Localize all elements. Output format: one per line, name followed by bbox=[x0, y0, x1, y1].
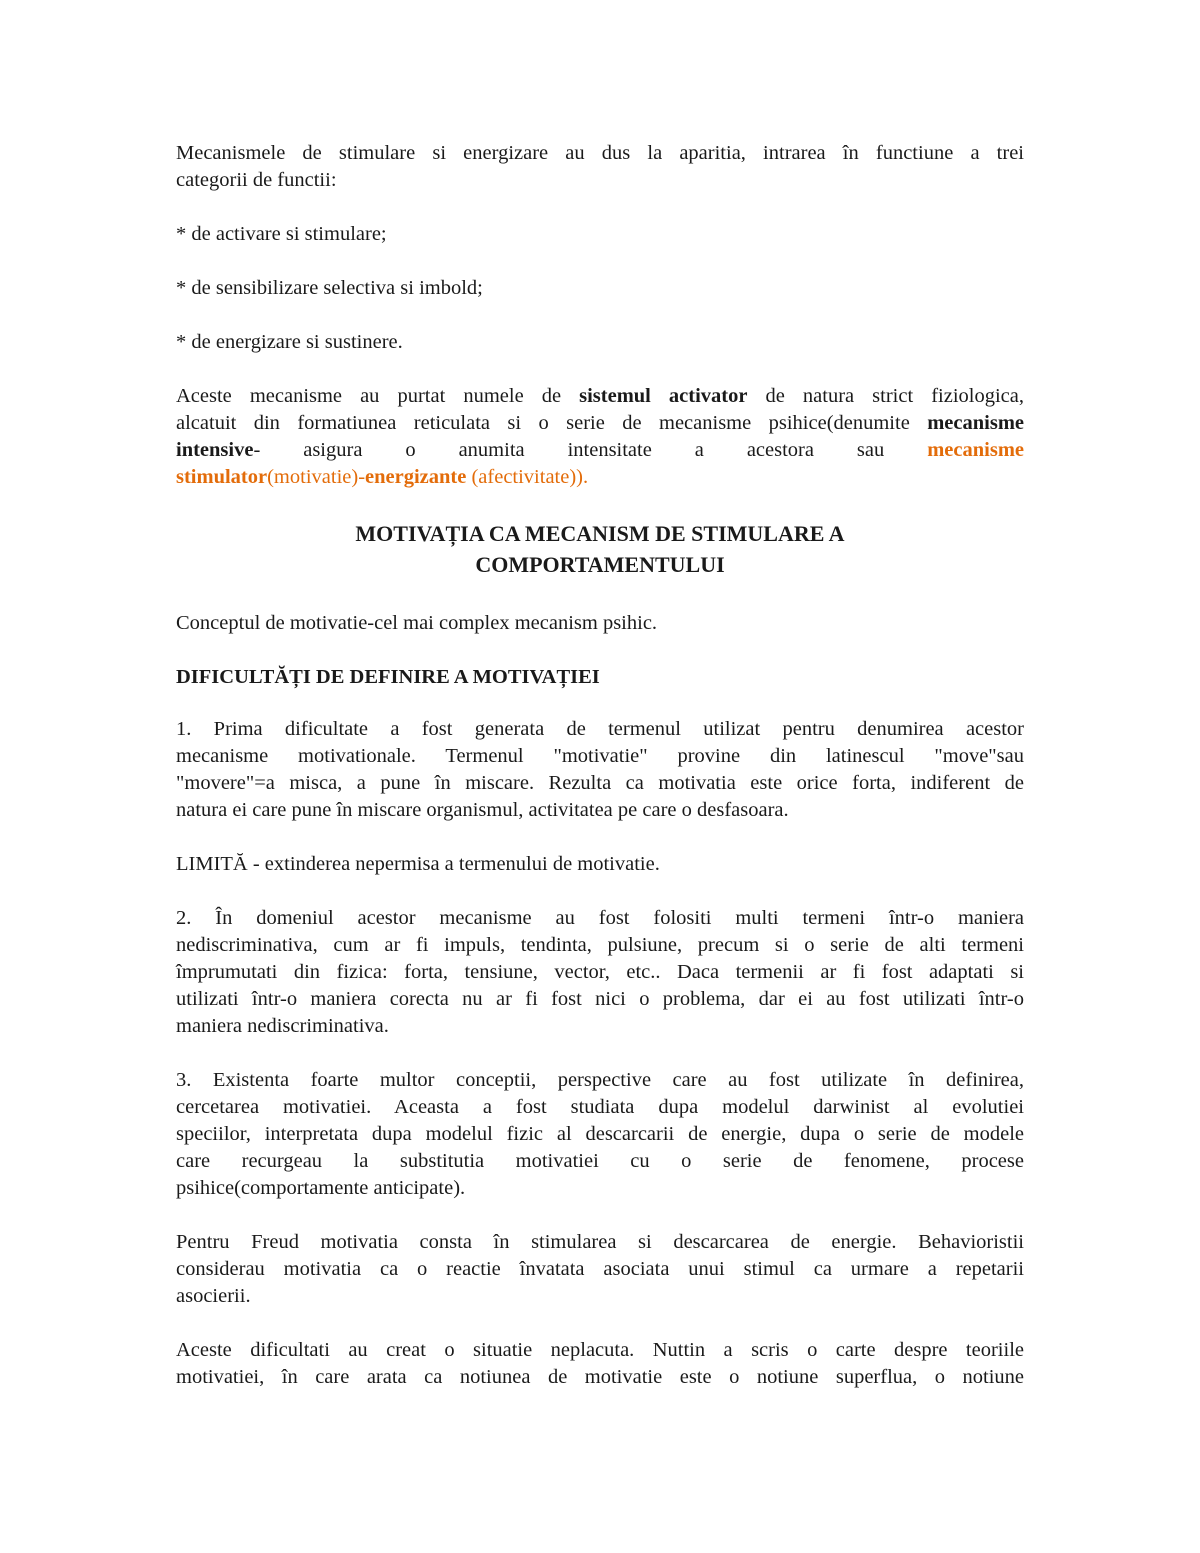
bullet-item: * de sensibilizare selectiva si imbold; bbox=[176, 277, 483, 299]
document-page bbox=[176, 140, 1024, 1418]
term-mecanisme-orange: mecanisme bbox=[927, 439, 1024, 461]
limit-paragraph: LIMITĂ - extinderea nepermisa a termenului de motivatie. bbox=[176, 853, 660, 875]
paragraph-3: 3. Existenta foarte multor conceptii, perspective care au fost utilizate în definirea, cercetarea motivatiei. Aceasta a fost studiata dupa modelul darwinist al evolutiei speciilor, interpretata dupa modelul fizic al descarcarii de energie, dupa o serie de modele care recurgeau la substitutia motivatiei cu o serie de fenomene, procese psihice(comportamente anticipate). bbox=[176, 1069, 1024, 1199]
section-title bbox=[176, 518, 1024, 580]
subheading: DIFICULTĂȚI DE DEFINIRE A MOTIVAȚIEI bbox=[176, 666, 600, 688]
term-sistemul-activator: sistemul activator bbox=[579, 385, 748, 407]
term-intensive: intensive bbox=[176, 439, 254, 461]
activator-line-2: alcatuit din formatiunea reticulata si o serie de mecanisme psihice(denumite mecanisme bbox=[176, 412, 1024, 434]
term-mecanisme: mecanisme bbox=[927, 412, 1024, 434]
activator-paragraph bbox=[176, 383, 1024, 491]
term-stimulator: stimulator bbox=[176, 466, 268, 488]
term-energizante: energizante bbox=[365, 466, 467, 488]
activator-line-4: stimulator(motivatie)-energizante (afectivitate)). bbox=[176, 466, 589, 488]
bullet-item: * de energizare si sustinere. bbox=[176, 331, 403, 353]
paragraph-2: 2. În domeniul acestor mecanisme au fost folositi multi termeni într-o maniera nediscriminativa, cum ar fi impuls, tendinta, pulsiune, precum si o serie de alti termeni împrumutati din fizica: forta, tensiune, vector, etc.. Daca termenii ar fi fost adaptati si utilizati într-o maniera corecta nu ar fi fost nici o problema, dar ei au fost utilizati într-o maniera nediscriminativa. bbox=[176, 907, 1024, 1037]
intro-paragraph bbox=[176, 140, 1024, 194]
intro-line-1: Mecanismele de stimulare si energizare au dus la aparitia, intrarea în functiune a trei bbox=[176, 142, 1024, 164]
paragraph-4: Pentru Freud motivatia consta în stimularea si descarcarea de energie. Behavioristii considerau motivatia ca o reactie învatata asociata unui stimul ca urmare a repetarii asocierii. bbox=[176, 1231, 1024, 1307]
concept-paragraph: Conceptul de motivatie-cel mai complex mecanism psihic. bbox=[176, 612, 658, 634]
section-title-line-1: MOTIVAȚIA CA MECANISM DE STIMULARE A bbox=[355, 521, 845, 546]
paragraph-1: 1. Prima dificultate a fost generata de termenul utilizat pentru denumirea acestor mecanisme motivationale. Termenul "motivatie" provine din latinescul "move"sau "movere"=a misca, a pune în miscare. Rezulta ca motivatia este orice forta, indiferent de natura ei care pune în miscare organismul, activitatea pe care o desfasoara. bbox=[176, 718, 1024, 821]
bullet-item: * de activare si stimulare; bbox=[176, 223, 387, 245]
paragraph-5: Aceste dificultati au creat o situatie neplacuta. Nuttin a scris o carte despre teoriile motivatiei, în care arata ca notiunea de motivatie este o notiune superflua, o notiune bbox=[176, 1339, 1024, 1388]
section-title-line-2: COMPORTAMENTULUI bbox=[475, 552, 725, 577]
activator-line-3: intensive- asigura o anumita intensitate a acestora sau mecanisme bbox=[176, 439, 1024, 461]
intro-line-2: categorii de functii: bbox=[176, 169, 337, 191]
activator-line-1: Aceste mecanisme au purtat numele de sistemul activator de natura strict fiziologica, bbox=[176, 385, 1024, 407]
